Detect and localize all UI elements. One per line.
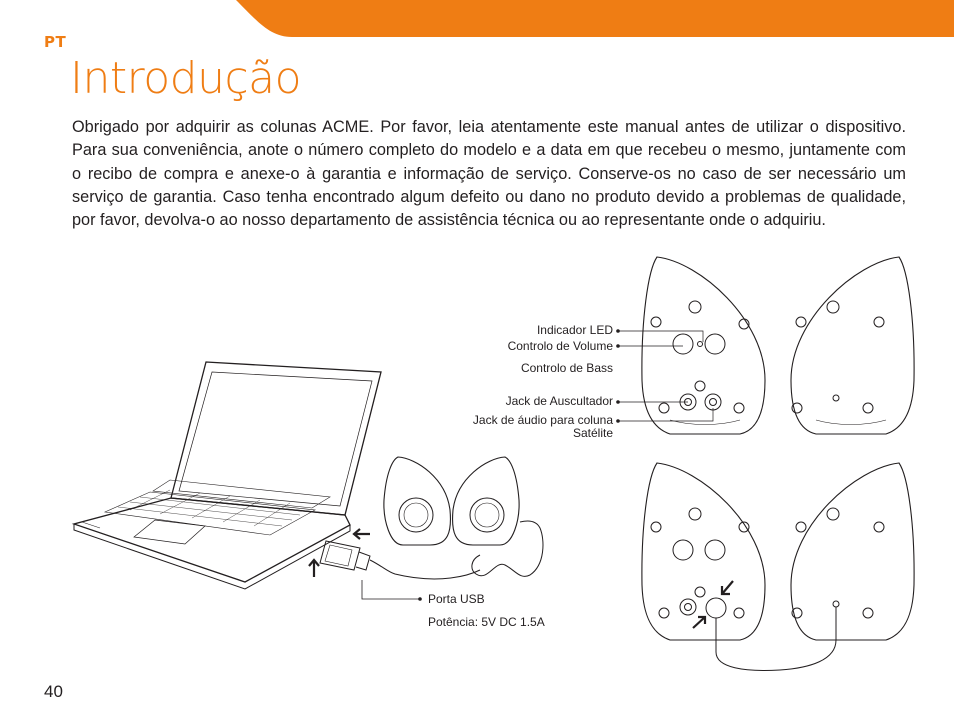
bass-control-label: Controlo de Bass: [520, 361, 613, 375]
usb-port-label: Porta USB: [428, 592, 485, 606]
language-tag: PT: [44, 33, 67, 51]
page-number: 40: [44, 682, 63, 701]
speaker-rear-top-icon: [642, 257, 914, 434]
laptop-icon: [74, 362, 381, 589]
satellite-jack-label-line1: Jack de áudio para coluna: [472, 413, 613, 427]
power-spec-label: Potência: 5V DC 1.5A: [428, 615, 545, 629]
intro-paragraph: Obrigado por adquirir as colunas ACME. Por favor, leia atentamente este manual antes de utilizar o dispositivo. Para sua conveniência, anote o número completo do modelo e a data em que recebeu o mesmo, juntamente com o recibo de compra e anexe-o à garantia e informação de serviço. Conserve-os no caso de ser necessário um serviço de garantia. Caso tenha encontrado algum defeito ou dano no produto devido a problemas de qualidade, por favor, devolva-o ao nosso departamento de assistência técnica ou ao representante onde o adquiriu.: [72, 118, 906, 230]
small-speakers-icon: [384, 457, 543, 576]
satellite-jack-label-line2: Satélite: [572, 426, 613, 440]
satellite-jack-label: [473, 414, 613, 440]
page-title: Introdução: [70, 53, 302, 104]
usb-plug-icon: [320, 541, 480, 579]
headphone-jack-label: Jack de Auscultador: [505, 394, 613, 408]
volume-control-label: Controlo de Volume: [507, 339, 613, 353]
led-indicator-label: Indicador LED: [536, 323, 613, 337]
speaker-rear-bottom-icon: [642, 463, 914, 670]
